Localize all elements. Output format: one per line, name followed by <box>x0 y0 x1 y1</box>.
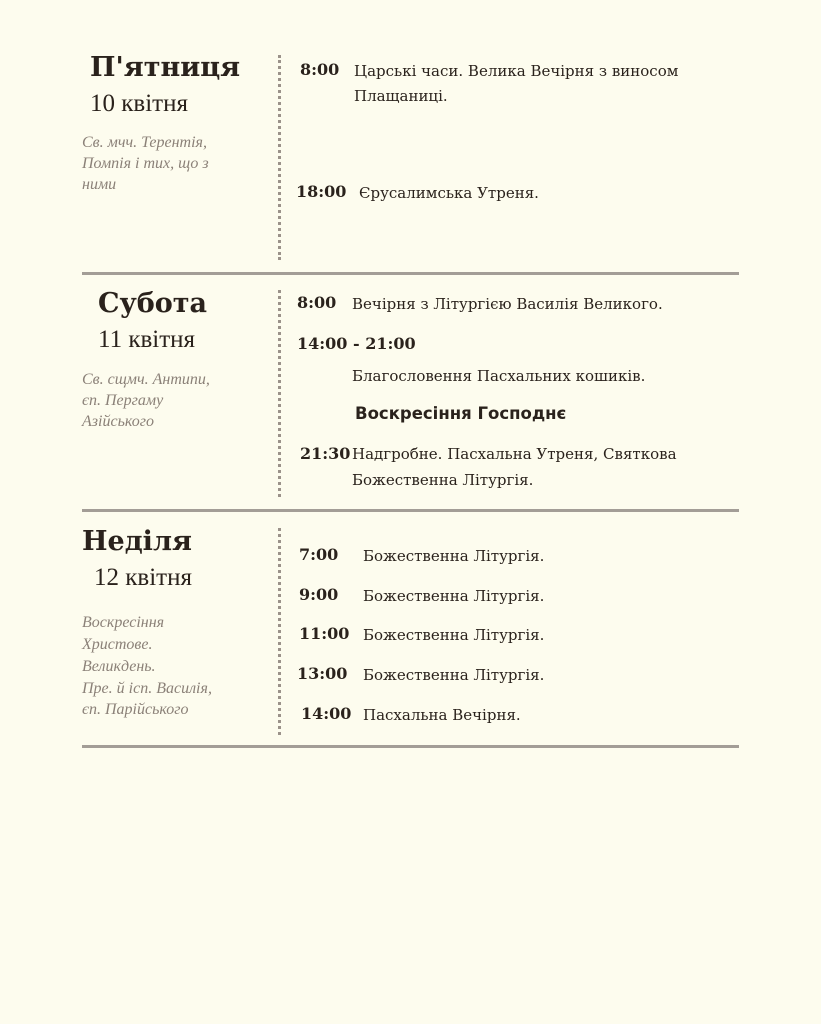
dotted-divider <box>278 55 281 260</box>
saint-line: єп. Парійського <box>82 701 189 718</box>
event-description: Божественна Літургія. <box>363 547 545 565</box>
event-description: Пасхальна Вечірня. <box>363 706 521 724</box>
section-divider <box>82 272 739 275</box>
event-time: 8:00 <box>297 293 337 312</box>
dotted-divider <box>278 528 281 735</box>
event-description: Царські часи. Велика Вечірня з виносом <box>354 62 679 80</box>
saint-line: Азійського <box>82 413 154 430</box>
saint-line: Св. мчч. Терентія, <box>82 134 207 151</box>
event-description: Благословення Пасхальних кошиків. <box>352 367 646 385</box>
event-description: Божественна Літургія. <box>363 626 545 644</box>
event-time: 21:30 <box>300 444 351 463</box>
saint-line: єп. Пергаму <box>82 392 164 409</box>
event-time: 9:00 <box>299 585 339 604</box>
day-name: Субота <box>98 288 208 319</box>
day-date: 12 квітня <box>94 564 192 591</box>
event-time: 11:00 <box>299 624 350 643</box>
saint-line: Св. сщмч. Антипи, <box>82 371 210 388</box>
saint-line: ними <box>82 176 117 193</box>
day-date: 11 квітня <box>98 326 196 353</box>
feast-heading: Воскресіння Господнє <box>355 404 567 423</box>
day-date: 10 квітня <box>90 90 188 117</box>
section-divider <box>82 745 739 748</box>
section-divider <box>82 509 739 512</box>
event-time: 14:00 <box>301 704 352 723</box>
saint-line: Пре. й ісп. Василія, <box>82 680 212 697</box>
event-description: Надгробне. Пасхальна Утреня, Святкова <box>352 445 677 463</box>
event-description: Вечірня з Літургією Василія Великого. <box>352 295 663 313</box>
day-name: П'ятниця <box>90 52 241 83</box>
saint-line: Воскресіння <box>82 614 165 631</box>
event-time: 18:00 <box>296 182 347 201</box>
event-description: Божественна Літургія. <box>352 471 534 489</box>
event-time: 13:00 <box>297 664 348 683</box>
event-time: 7:00 <box>299 545 339 564</box>
event-time: 8:00 <box>300 60 340 79</box>
event-time: 14:00 - 21:00 <box>297 334 416 353</box>
dotted-divider <box>278 290 281 497</box>
event-description: Божественна Літургія. <box>363 587 545 605</box>
saint-line: Помпія і тих, що з <box>82 155 209 172</box>
saint-line: Великдень. <box>82 658 156 675</box>
saint-line: Христове. <box>82 636 153 653</box>
day-name: Неділя <box>82 526 192 557</box>
event-description: Божественна Літургія. <box>363 666 545 684</box>
event-description: Плащаниці. <box>354 87 448 105</box>
event-description: Єрусалимська Утреня. <box>359 184 539 202</box>
